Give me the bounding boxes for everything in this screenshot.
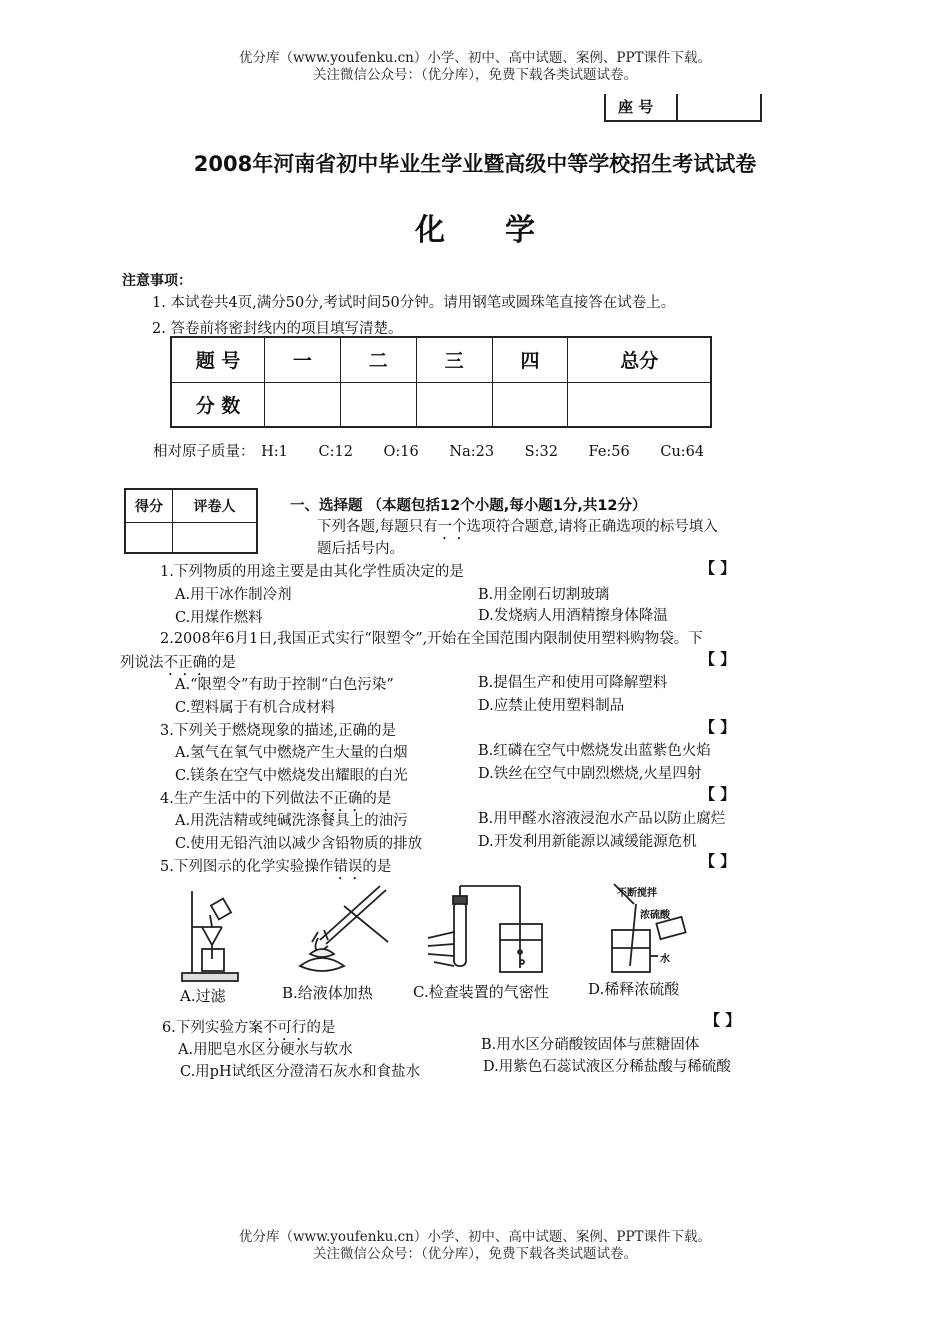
seat-number-box xyxy=(604,94,762,122)
atomic-mass-row xyxy=(153,440,704,461)
question-6-option-c: C.用pH试纸区分澄清石灰水和食盐水 xyxy=(180,1064,421,1080)
question-1-option-a: A.用干冰作制冷剂 xyxy=(175,587,292,603)
watermark-line-1: 优分库（www.youfenku.cn）小学、初中、高中试题、案例、PPT课件下载。 xyxy=(238,50,712,66)
question-4-option-b: B.用甲醛水溶液浸泡水产品以防止腐烂 xyxy=(478,811,726,827)
caption-b: B.给液体加热 xyxy=(282,984,373,1002)
subject-title: 化学 xyxy=(415,213,595,248)
question-1-option-b: B.用金刚石切割玻璃 xyxy=(478,587,610,603)
question-2-stem: 2.2008年6月1日,我国正式实行“限塑令”,开始在全国范围内限制使用塑料购物袋。下 xyxy=(160,631,703,647)
grader-name-cell[interactable] xyxy=(173,523,258,554)
atomic-mass-s: S:32 xyxy=(524,444,558,460)
question-6-option-a: A.用肥皂水区分硬水与软水 xyxy=(178,1042,353,1058)
question-3-option-b: B.红磷在空气中燃烧发出蓝紫色火焰 xyxy=(478,743,711,759)
question-2-option-d: D.应禁止使用塑料制品 xyxy=(478,698,625,714)
question-2-stem-post: 的是 xyxy=(207,655,236,671)
score-cell-total: 总分 xyxy=(568,337,711,382)
question-2-stem-emph: 不正确 xyxy=(163,655,207,671)
watermark-footer xyxy=(0,1229,950,1263)
question-5-stem xyxy=(160,855,391,883)
score-cell-2: 二 xyxy=(340,337,416,382)
watermark-line-2: 关注微信公众号：（优分库），免费下载各类试题试卷。 xyxy=(313,67,637,83)
question-2-option-b: B.提倡生产和使用可降解塑料 xyxy=(478,675,668,691)
question-1-option-c: C.用煤作燃料 xyxy=(175,610,263,626)
caption-d: D.稀释浓硫酸 xyxy=(588,980,680,998)
question-4-option-c: C.使用无铅汽油以减少含铅物质的排放 xyxy=(175,836,423,852)
question-5-stem-post: 的是 xyxy=(362,859,392,875)
question-5-answer-bracket[interactable]: 【 】 xyxy=(700,852,736,870)
score-points-4[interactable] xyxy=(492,382,568,427)
caption-c: C.检查装置的气密性 xyxy=(413,983,549,1001)
atomic-mass-na: Na:23 xyxy=(449,444,495,460)
question-6-answer-bracket[interactable]: 【 】 xyxy=(705,1011,741,1029)
apparatus-filtration xyxy=(180,885,240,983)
question-2-answer-bracket[interactable]: 【 】 xyxy=(700,650,736,668)
seat-label: 座 号 xyxy=(618,98,654,116)
question-4-stem-emph: 不正确 xyxy=(318,791,363,807)
question-6-option-b: B.用水区分硝酸铵固体与蔗糖固体 xyxy=(481,1037,700,1053)
section-1-instr-emph: 一个 xyxy=(437,519,467,535)
score-cell-4: 四 xyxy=(492,337,568,382)
score-cell-3: 三 xyxy=(416,337,492,382)
note-item-2: 2. 答卷前将密封线内的项目填写清楚。 xyxy=(152,321,403,337)
section-1-instr-post: 选项符合题意,请将正确选项的标号填入 xyxy=(466,519,718,535)
atomic-mass-h: H:1 xyxy=(261,444,288,460)
question-5-stem-emph: 错误 xyxy=(333,859,363,875)
question-1-answer-bracket[interactable]: 【 】 xyxy=(700,559,736,577)
note-item-1: 1. 本试卷共4页,满分50分,考试时间50分钟。请用钢笔或圆珠笔直接答在试卷上。 xyxy=(152,295,676,311)
label-stirring: 不断搅拌 xyxy=(617,888,657,899)
score-table xyxy=(170,336,712,428)
question-3-option-c: C.镁条在空气中燃烧发出耀眼的白光 xyxy=(175,768,408,784)
section-1-instructions-line2: 题后括号内。 xyxy=(317,541,404,557)
score-points-1[interactable] xyxy=(265,382,341,427)
caption-a: A.过滤 xyxy=(180,987,226,1005)
watermark-footer-line-1: 优分库（www.youfenku.cn）小学、初中、高中试题、案例、PPT课件下载。 xyxy=(238,1229,712,1245)
grader-table xyxy=(124,488,258,554)
score-cell-1: 一 xyxy=(265,337,341,382)
apparatus-heating-liquid xyxy=(292,880,392,978)
score-table-points-row xyxy=(171,382,711,427)
question-6-stem-post: 的是 xyxy=(306,1020,336,1036)
apparatus-airtightness-check xyxy=(424,882,554,980)
atomic-mass-o: O:16 xyxy=(383,444,419,460)
question-6-stem-pre: 6.下列实验方案 xyxy=(162,1020,263,1036)
question-4-option-a: A.用洗洁精或纯碱洗涤餐具上的油污 xyxy=(175,813,408,829)
question-1-option-d: D.发烧病人用酒精擦身体降温 xyxy=(478,608,668,624)
score-points-2[interactable] xyxy=(340,382,416,427)
question-2-option-c: C.塑料属于有机合成材料 xyxy=(175,700,336,716)
question-3-answer-bracket[interactable]: 【 】 xyxy=(700,718,736,736)
label-water: 水 xyxy=(660,954,670,965)
grader-score-label: 得分 xyxy=(125,489,173,523)
question-3-option-d: D.铁丝在空气中剧烈燃烧,火星四射 xyxy=(478,766,702,782)
grader-name-label: 评卷人 xyxy=(173,489,258,523)
atomic-mass-fe: Fe:56 xyxy=(588,444,630,460)
question-3-stem: 3.下列关于燃烧现象的描述,正确的是 xyxy=(160,723,396,739)
question-4-answer-bracket[interactable]: 【 】 xyxy=(700,785,736,803)
question-4-option-d: D.开发利用新能源以减缓能源危机 xyxy=(478,834,697,850)
question-3-option-a: A.氢气在氧气中燃烧产生大量的白烟 xyxy=(175,745,408,761)
score-table-header-row xyxy=(171,337,711,382)
notes-heading: 注意事项： xyxy=(122,273,192,289)
question-1-stem: 1.下列物质的用途主要是由其化学性质决定的是 xyxy=(160,564,464,580)
seat-divider xyxy=(676,94,678,120)
question-2-stem-pre: 列说法 xyxy=(120,655,164,671)
score-points-label: 分 数 xyxy=(171,382,265,427)
score-points-3[interactable] xyxy=(416,382,492,427)
atomic-mass-c: C:12 xyxy=(318,444,353,460)
question-4-stem-pre: 4.生产生活中的下列做法 xyxy=(160,791,319,807)
atomic-mass-cu: Cu:64 xyxy=(660,444,705,460)
section-1-title: 一、选择题 （本题包括12个小题,每小题1分,共12分） xyxy=(290,498,647,514)
grader-score-cell[interactable] xyxy=(125,523,173,554)
question-5-stem-pre: 5.下列图示的化学实验操作 xyxy=(160,859,334,875)
label-concentrated-acid: 浓硫酸 xyxy=(640,910,670,921)
question-2-option-a: A.“限塑令”有助于控制“白色污染” xyxy=(175,677,394,693)
score-points-total[interactable] xyxy=(568,382,711,427)
question-6-stem-emph: 不可行 xyxy=(262,1020,307,1036)
atomic-mass-label: 相对原子质量： xyxy=(153,444,255,460)
watermark-header xyxy=(0,50,950,84)
score-cell-label: 题 号 xyxy=(171,337,265,382)
question-4-stem-post: 的是 xyxy=(362,791,392,807)
exam-title: 2008年河南省初中毕业生学业暨高级中等学校招生考试试卷 xyxy=(193,152,757,176)
question-6-option-d: D.用紫色石蕊试液区分稀盐酸与稀硫酸 xyxy=(483,1059,731,1075)
section-1-instr-pre: 下列各题,每题只有 xyxy=(317,519,438,535)
watermark-footer-line-2: 关注微信公众号：（优分库），免费下载各类试题试卷。 xyxy=(313,1246,637,1262)
